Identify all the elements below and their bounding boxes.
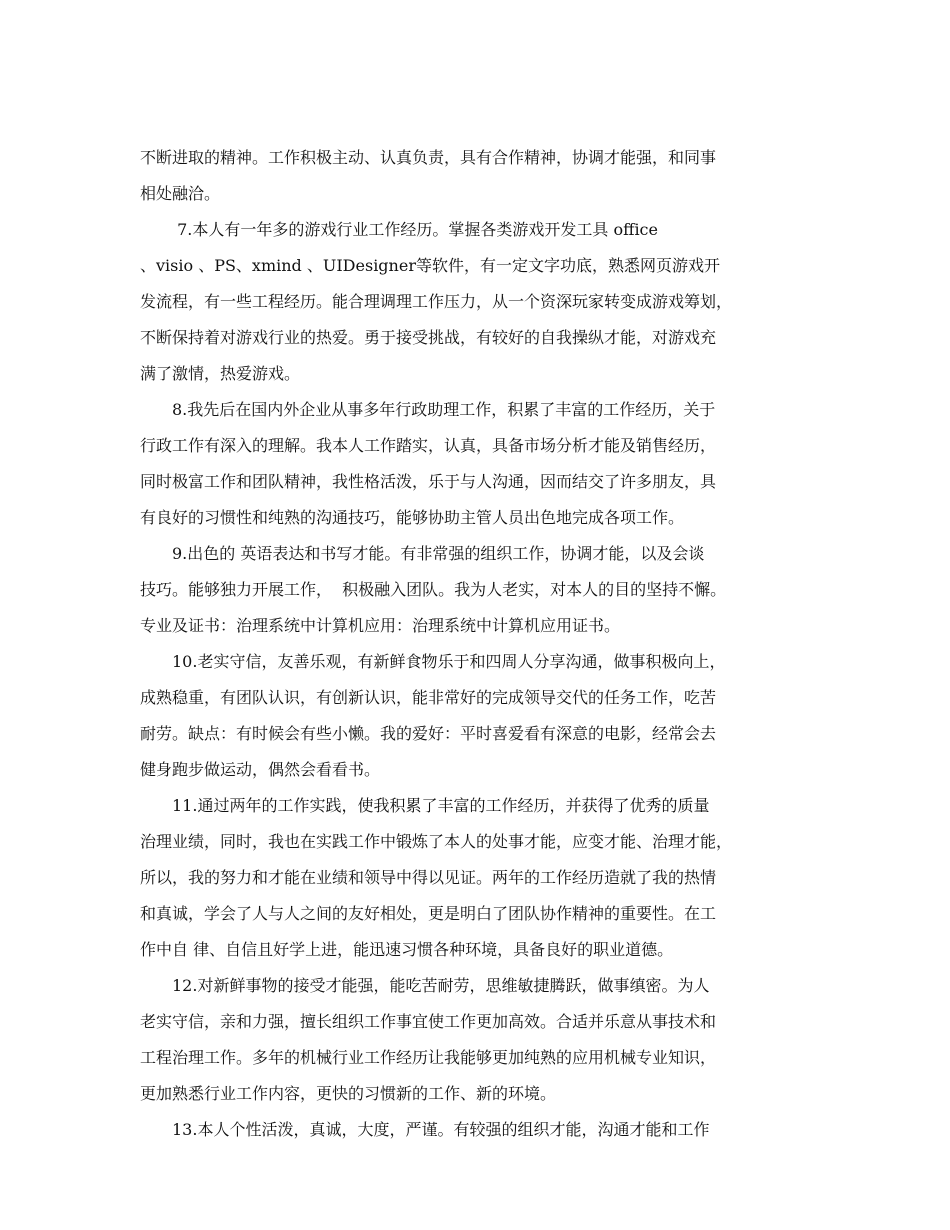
text-line: 更加熟悉行业工作内容，更快的习惯新的工作、新的环境。	[140, 1084, 557, 1103]
text-line: 相处融洽。	[140, 184, 221, 203]
text-line: 满了激情，热爱游戏。	[140, 364, 301, 383]
paragraph-p10	[140, 644, 820, 788]
paragraph-p13	[140, 1112, 820, 1148]
text-line: 发流程，有一些工程经历。能合理调理工作压力，从一个资深玩家转变成游戏筹划，	[140, 292, 733, 311]
paragraph-p9	[140, 536, 820, 644]
text-line: 、visio 、PS、xmind 、UIDesigner等软件，有一定文字功底，熟悉网页游戏开	[140, 256, 720, 275]
text-line: 行政工作有深入的理解。我本人工作踏实，认真，具备市场分析才能及销售经历，	[140, 436, 717, 455]
paragraph-p12	[140, 968, 820, 1112]
document-body	[140, 140, 820, 1148]
text-line: 9.出色的 英语表达和书写才能。有非常强的组织工作，协调才能，以及会谈	[172, 544, 705, 563]
text-line: 作中自 律、自信且好学上进，能迅速习惯各种环境，具备良好的职业道德。	[140, 940, 674, 959]
text-line: 12.对新鲜事物的接受才能强，能吃苦耐劳，思维敏捷腾跃，做事缜密。为人	[172, 976, 710, 995]
paragraph-p7	[140, 212, 820, 392]
text-line: 10.老实守信，友善乐观，有新鲜食物乐于和四周人分享沟通，做事积极向上，	[172, 652, 726, 671]
text-line: 耐劳。缺点：有时候会有些小懒。我的爱好：平时喜爱看有深意的电影，经常会去	[140, 724, 717, 743]
text-line: 治理业绩，同时，我也在实践工作中锻炼了本人的处事才能，应变才能、治理才能，	[140, 832, 733, 851]
paragraph-p8	[140, 392, 820, 536]
text-line: 所以，我的努力和才能在业绩和领导中得以见证。两年的工作经历造就了我的热情	[140, 868, 717, 887]
text-line: 专业及证书：治理系统中计算机应用：治理系统中计算机应用证书。	[140, 616, 621, 635]
text-line: 成熟稳重，有团队认识，有创新认识，能非常好的完成领导交代的任务工作，吃苦	[140, 688, 717, 707]
paragraph-p11	[140, 788, 820, 968]
text-line: 不断保持着对游戏行业的热爱。勇于接受挑战，有较好的自我操纵才能，对游戏充	[140, 328, 717, 347]
text-line: 同时极富工作和团队精神，我性格活泼，乐于与人沟通，因而结交了许多朋友，具	[140, 472, 717, 491]
text-line: 工程治理工作。多年的机械行业工作经历让我能够更加纯熟的应用机械专业知识，	[140, 1048, 717, 1067]
text-line: 健身跑步做运动，偶然会看看书。	[140, 760, 381, 779]
text-line: 7.本人有一年多的游戏行业工作经历。掌握各类游戏开发工具 office	[172, 220, 658, 239]
text-line: 13.本人个性活泼，真诚，大度，严谨。有较强的组织才能，沟通才能和工作	[172, 1120, 710, 1139]
text-line: 和真诚，学会了人与人之间的友好相处，更是明白了团队协作精神的重要性。在工	[140, 904, 717, 923]
text-line: 技巧。能够独力开展工作， 积极融入团队。我为人老实，对本人的目的坚持不懈。	[140, 580, 727, 599]
text-line: 8.我先后在国内外企业从事多年行政助理工作，积累了丰富的工作经历，关于	[172, 400, 716, 419]
text-line: 11.通过两年的工作实践，使我积累了丰富的工作经历，并获得了优秀的质量	[172, 796, 710, 815]
text-line: 不断进取的精神。工作积极主动、认真负责，具有合作精神，协调才能强，和同事	[140, 148, 717, 167]
paragraph-p-cont	[140, 140, 820, 212]
text-line: 有良好的习惯性和纯熟的沟通技巧，能够协助主管人员出色地完成各项工作。	[140, 508, 685, 527]
text-line: 老实守信，亲和力强，擅长组织工作事宜使工作更加高效。合适并乐意从事技术和	[140, 1012, 717, 1031]
